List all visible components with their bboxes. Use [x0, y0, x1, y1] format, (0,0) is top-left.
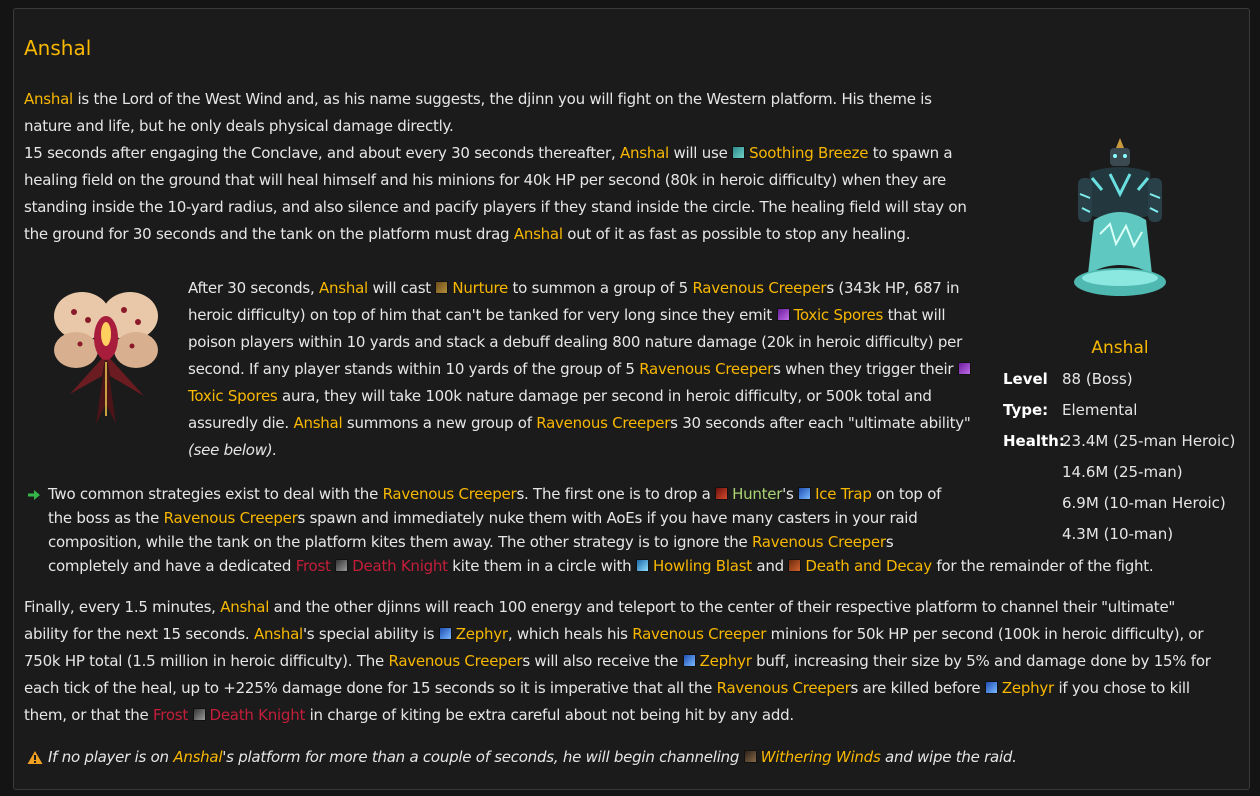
strategy-line [48, 554, 1153, 578]
finally-paragraph-line [24, 594, 1175, 621]
ravenous-creeper-image [40, 284, 172, 426]
text: 's special ability is [302, 625, 439, 643]
text: s [885, 533, 894, 551]
ravenous-creeper-link[interactable]: Ravenous Creeper [716, 679, 851, 697]
text: aura, they will take 100k nature damage per second in heroic difficulty, or 500k total and [277, 387, 932, 405]
ice-trap-icon [798, 487, 811, 500]
level-label: Level [1003, 370, 1048, 388]
ravenous-creeper-link[interactable]: Ravenous Creeper [163, 509, 298, 527]
health-value: 23.4M (25-man Heroic) [1062, 432, 1236, 450]
health-label: Health: [1003, 432, 1065, 450]
zephyr-link[interactable]: Zephyr [699, 652, 752, 670]
zephyr-icon [985, 681, 998, 694]
soothing-breeze-icon [732, 146, 745, 159]
zephyr-link[interactable]: Zephyr [1001, 679, 1054, 697]
warning-icon [27, 750, 43, 765]
hunter-class-icon [715, 487, 728, 500]
death-knight-link[interactable]: Death Knight [209, 706, 306, 724]
toxic-spores-link[interactable]: Toxic Spores [793, 306, 884, 324]
text: is the Lord of the West Wind and, as his name suggests, the djinn you will fight on the Western platform. His theme is [72, 90, 932, 108]
ravenous-creeper-link[interactable]: Ravenous Creeper [536, 414, 671, 432]
text: and the other djinns will reach 100 energy and teleport to the center of their respective platform to channel their "ultimate" [269, 598, 1176, 616]
toxic-spores-icon [777, 308, 790, 321]
finally-paragraph-line [24, 648, 1211, 675]
howling-blast-icon [636, 559, 649, 572]
creepers-paragraph-line [188, 302, 945, 329]
text: 's [782, 485, 799, 503]
withering-winds-link[interactable]: Withering Winds [760, 748, 881, 766]
death-and-decay-link[interactable]: Death and Decay [805, 557, 932, 575]
text: and wipe the raid. [880, 748, 1017, 766]
text: summons a new group of [342, 414, 537, 432]
text: and [751, 557, 789, 575]
howling-blast-link[interactable]: Howling Blast [652, 557, 752, 575]
frost-spec-icon [335, 559, 348, 572]
frost-spec-icon [193, 708, 206, 721]
intro-paragraph-line: nature and life, but he only deals physical damage directly. [24, 117, 454, 135]
anshal-model-image [1070, 134, 1170, 302]
ravenous-creeper-link[interactable]: Ravenous Creeper [388, 652, 523, 670]
toxic-spores-link[interactable]: Toxic Spores [188, 387, 278, 405]
text: second. If any player stands within 10 yards of the group of 5 [188, 360, 640, 378]
intro-paragraph-line [24, 86, 932, 113]
creepers-paragraph-line: poison players within 10 yards and stack a debuff dealing 800 nature damage (20k in heroic difficulty) per [188, 333, 963, 351]
anshal-link[interactable]: Anshal [293, 414, 343, 432]
strategy-line [48, 530, 893, 554]
withering-winds-icon [744, 750, 757, 763]
zephyr-icon [683, 654, 696, 667]
health-value: 14.6M (25-man) [1062, 463, 1183, 481]
ravenous-creeper-link[interactable]: Ravenous Creeper [632, 625, 767, 643]
text: If no player is on [48, 748, 174, 766]
zephyr-icon [439, 627, 452, 640]
level-value: 88 (Boss) [1062, 370, 1133, 388]
text: the boss as the [48, 509, 164, 527]
nurture-link[interactable]: Nurture [452, 279, 509, 297]
text: s will also receive the [522, 652, 683, 670]
ravenous-creeper-link[interactable]: Ravenous Creeper [751, 533, 886, 551]
ravenous-creeper-link[interactable]: Ravenous Creeper [382, 485, 517, 503]
death-knight-link[interactable]: Death Knight [352, 557, 448, 575]
text: , which heals his [507, 625, 633, 643]
text: the ground for 30 seconds and the tank on the platform must drag [24, 225, 514, 243]
text: s 30 seconds after each "ultimate ability" [670, 414, 971, 432]
text: buff, increasing their size by 5% and damage done by 15% for [751, 652, 1211, 670]
text: composition, while the tank on the platform kites them away. The other strategy is to ignore the [48, 533, 752, 551]
strategy-line [48, 506, 918, 530]
nurture-icon [435, 281, 448, 294]
health-value: 6.9M (10-man Heroic) [1062, 494, 1226, 512]
text: minions for 50k HP per second (100k in heroic difficulty), or [766, 625, 1204, 643]
anshal-link[interactable]: Anshal [253, 625, 303, 643]
text: s spawn and immediately nuke them with AoEs if you have many casters in your raid [297, 509, 918, 527]
text: heroic difficulty) on top of him that can't be tanked for very long since they emit [188, 306, 777, 324]
text: will use [668, 144, 733, 162]
warning-line [48, 744, 1017, 771]
intro-paragraph-line [24, 221, 910, 248]
text: Finally, every 1.5 minutes, [24, 598, 221, 616]
creepers-paragraph-line [188, 383, 932, 410]
text: for the remainder of the fight. [931, 557, 1154, 575]
anshal-link[interactable]: Anshal [173, 748, 223, 766]
text: if you chose to kill [1053, 679, 1190, 697]
green-arrow-icon [27, 488, 41, 502]
text: 's platform for more than a couple of seconds, he will begin channeling [222, 748, 744, 766]
text: Two common strategies exist to deal with the [48, 485, 383, 503]
text: on top of [871, 485, 942, 503]
text: out of it as fast as possible to stop any healing. [562, 225, 911, 243]
npc-name[interactable]: Anshal [1091, 338, 1149, 358]
text: that will [883, 306, 946, 324]
anshal-link[interactable]: Anshal [513, 225, 563, 243]
text: them, or that the [24, 706, 153, 724]
zephyr-link[interactable]: Zephyr [455, 625, 508, 643]
text: After 30 seconds, [188, 279, 319, 297]
soothing-breeze-link[interactable]: Soothing Breeze [749, 144, 869, 162]
ravenous-creeper-link[interactable]: Ravenous Creeper [639, 360, 774, 378]
frost-link[interactable]: Frost [295, 557, 331, 575]
finally-paragraph-line [24, 675, 1190, 702]
frost-link[interactable]: Frost [153, 706, 188, 724]
ravenous-creeper-link[interactable]: Ravenous Creeper [692, 279, 827, 297]
text: s are killed before [850, 679, 985, 697]
text: kite them in a circle with [447, 557, 636, 575]
text: 15 seconds after engaging the Conclave, and about every 30 seconds thereafter, [24, 144, 620, 162]
creepers-paragraph-line [188, 356, 975, 383]
creepers-paragraph-line [188, 410, 971, 437]
creepers-paragraph-line: (see below). [188, 441, 277, 459]
hunter-link[interactable]: Hunter [732, 485, 783, 503]
anshal-link[interactable]: Anshal [24, 90, 73, 108]
toxic-spores-icon [958, 362, 971, 375]
text: assuredly die. [188, 414, 294, 432]
finally-paragraph-line [24, 621, 1203, 648]
type-label: Type: [1003, 401, 1049, 419]
text: 750k HP total (1.5 million in heroic difficulty). The [24, 652, 389, 670]
intro-paragraph-line: standing inside the 10-yard radius, and also silence and pacify players if they stand inside the circle. The healing field will stay on [24, 198, 967, 216]
text: each tick of the heal, up to +225% damage done for 15 seconds so it is imperative that all the [24, 679, 717, 697]
text: will cast [367, 279, 436, 297]
anshal-link[interactable]: Anshal [220, 598, 270, 616]
health-value: 4.3M (10-man) [1062, 525, 1174, 543]
text: completely and have a dedicated [48, 557, 296, 575]
death-and-decay-icon [788, 559, 801, 572]
intro-paragraph-line: healing field on the ground that will heal himself and his minions for 40k HP per second (80k in heroic difficulty) when they are [24, 171, 947, 189]
creepers-paragraph-line [188, 275, 959, 302]
text: in charge of kiting be extra careful about not being hit by any add. [305, 706, 794, 724]
anshal-link[interactable]: Anshal [619, 144, 669, 162]
section-heading: Anshal [24, 36, 92, 60]
text: ability for the next 15 seconds. [24, 625, 254, 643]
strategy-line [48, 482, 941, 506]
ice-trap-link[interactable]: Ice Trap [815, 485, 872, 503]
text: to summon a group of 5 [508, 279, 693, 297]
intro-paragraph-line [24, 140, 952, 167]
text: to spawn a [868, 144, 953, 162]
type-value: Elemental [1062, 401, 1138, 419]
finally-paragraph-line [24, 702, 794, 729]
text: s when they trigger their [773, 360, 954, 378]
text: s (343k HP, 687 in [826, 279, 960, 297]
anshal-link[interactable]: Anshal [319, 279, 368, 297]
text: s. The first one is to drop a [516, 485, 716, 503]
